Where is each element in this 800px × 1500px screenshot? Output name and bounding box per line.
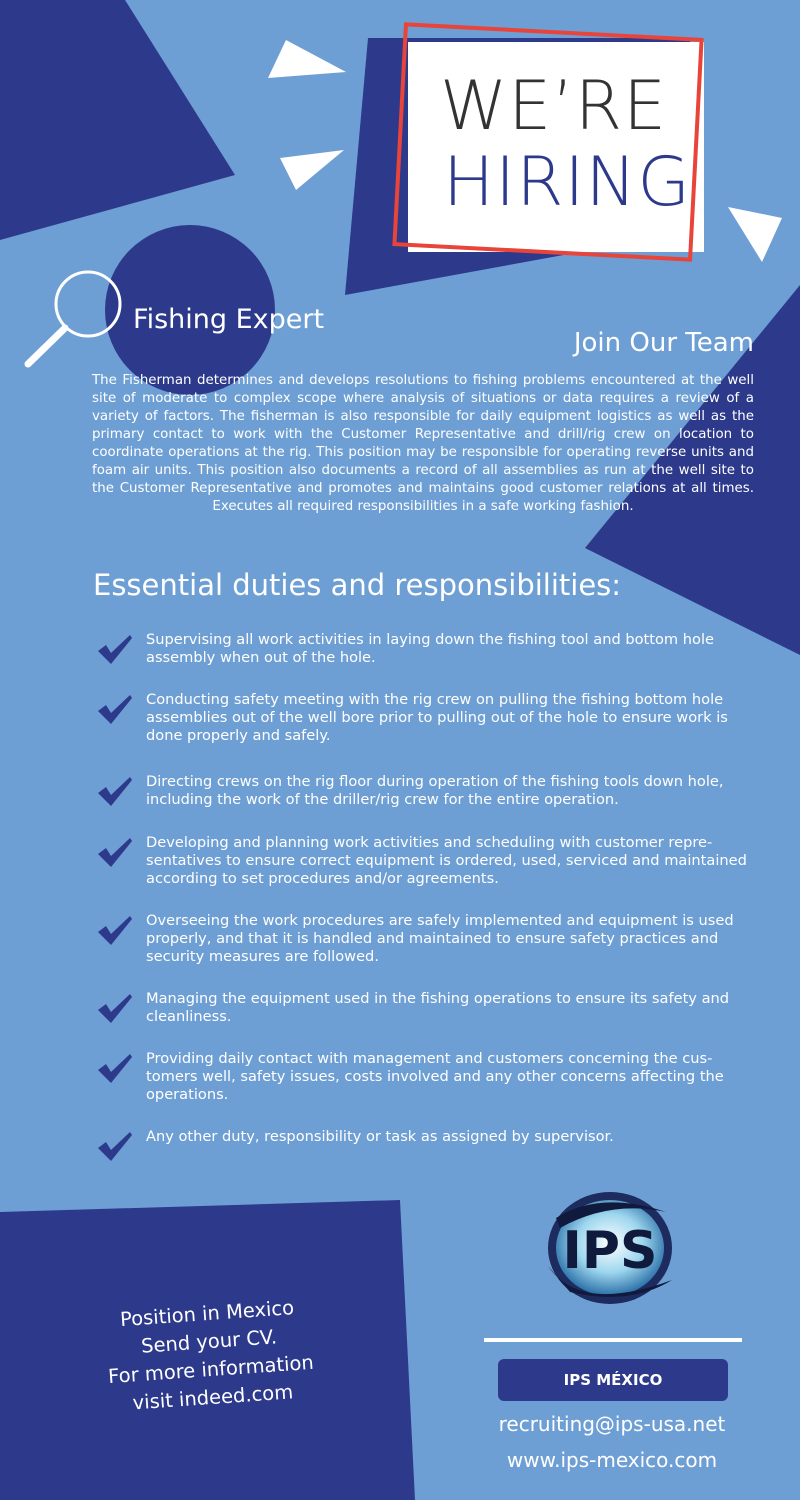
checkmark-icon xyxy=(96,775,134,807)
hiring-headline-line2: HIRING xyxy=(443,143,692,222)
checkmark-icon xyxy=(96,1130,134,1162)
checkmark-icon xyxy=(96,693,134,725)
logo-text: IPS xyxy=(562,1221,658,1281)
application-line: For more information xyxy=(107,1350,315,1389)
checkmark-icon xyxy=(96,992,134,1024)
contact-email[interactable]: recruiting@ips-usa.net xyxy=(498,1412,726,1436)
duty-text: Conducting safety meeting with the rig crew on pulling the fishing bottom hole assemblies out of the well bore prior to pulling out of the hole to ensure work is done properly and safely. xyxy=(146,691,728,744)
application-info xyxy=(76,1291,343,1421)
duty-text: Providing daily contact with management and customers concerning the cus-tomers well, safety issues, costs involved and any other concerns affecting the operations. xyxy=(146,1050,724,1103)
join-team-tagline: Join Our Team xyxy=(573,328,754,358)
job-title: Fishing Expert xyxy=(133,304,325,335)
duty-text: Managing the equipment used in the fishing operations to ensure its safety and cleanliness. xyxy=(146,990,730,1025)
duty-text: Supervising all work activities in laying down the fishing tool and bottom hole assembly when out of the hole. xyxy=(146,631,714,666)
company-website[interactable]: www.ips-mexico.com xyxy=(506,1448,718,1472)
duty-text: Developing and planning work activities and scheduling with customer repre-sentatives to ensure correct equipment is ordered, used, serviced and maintained according to set procedures and/or agreements. xyxy=(146,834,747,887)
checkmark-icon xyxy=(96,914,134,946)
hiring-headline-line1: WE’RE xyxy=(440,67,668,146)
ips-logo xyxy=(540,1188,680,1316)
footer-divider xyxy=(484,1338,742,1342)
duty-text: Directing crews on the rig floor during operation of the fishing tools down hole, including the work of the driller/rig crew for the entire operation. xyxy=(146,773,724,808)
company-name-badge: IPS MÉXICO xyxy=(498,1359,728,1401)
job-description: The Fisherman determines and develops resolutions to fishing problems encountered at the well site of moderate to complex scope where analysis of situations or data requires a review of a variety of factors. The fisherman is also responsible for daily equipment logistics as well as the primary contact to work with the Customer Representative and drill/rig crew on location to coordinate operations at the rig. This position may be responsible for operating reverse units and foam air units. This position also documents a record of all assemblies as run at the well site to the Customer Representative and promotes and maintains good customer relations at all times. Executes all required responsibilities in a safe working fashion. xyxy=(92,373,754,514)
checkmark-icon xyxy=(96,836,134,868)
magnifier-icon xyxy=(20,262,130,372)
application-line[interactable]: visit indeed.com xyxy=(131,1380,294,1415)
checkmark-icon xyxy=(96,1052,134,1084)
duty-text: Any other duty, responsibility or task as assigned by supervisor. xyxy=(146,1128,614,1145)
application-line: Send your CV. xyxy=(140,1325,278,1358)
checkmark-icon xyxy=(96,633,134,665)
application-line: Position in Mexico xyxy=(119,1296,295,1332)
duties-heading: Essential duties and responsibilities: xyxy=(93,568,622,602)
duty-text: Overseeing the work procedures are safely implemented and equipment is used properly, and that it is handled and maintained to ensure safety practices and security measures are followed. xyxy=(146,912,734,965)
